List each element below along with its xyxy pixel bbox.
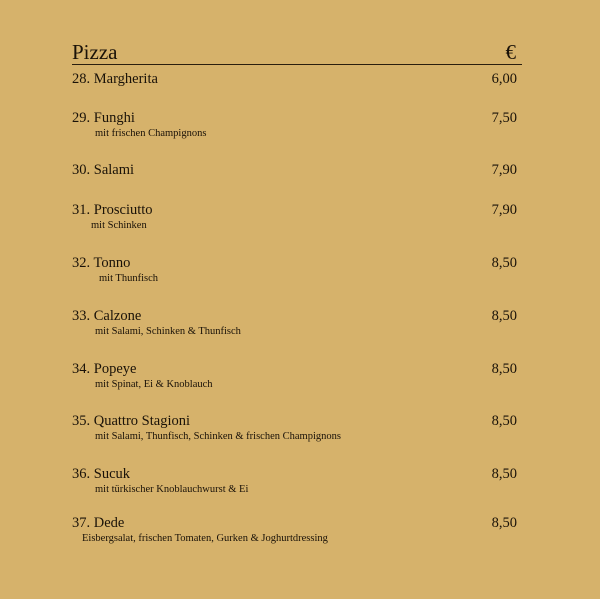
item-description: mit frischen Champignons — [95, 128, 207, 139]
item-name: 32. Tonno — [72, 255, 131, 271]
item-description: mit Spinat, Ei & Knoblauch — [95, 379, 213, 390]
menu-header — [72, 40, 522, 65]
currency-symbol: € — [505, 40, 516, 64]
item-description: mit Thunfisch — [99, 273, 159, 284]
menu-item-sucuk — [72, 465, 517, 496]
item-price: 8,50 — [491, 308, 517, 324]
menu-item-funghi — [72, 109, 517, 140]
menu-item-margherita — [72, 70, 517, 88]
item-price: 8,50 — [491, 361, 517, 377]
menu-title: Pizza — [72, 40, 118, 64]
item-name: 36. Sucuk — [72, 466, 130, 482]
menu-item-salami — [72, 161, 517, 179]
item-name: 29. Funghi — [72, 110, 135, 126]
menu-item-calzone — [72, 307, 517, 338]
item-name: 34. Popeye — [72, 361, 137, 377]
item-price: 8,50 — [491, 413, 517, 429]
item-name: 31. Prosciutto — [72, 202, 153, 218]
item-name: 33. Calzone — [72, 308, 142, 324]
pizza-menu — [72, 40, 522, 544]
menu-item-tonno — [72, 254, 517, 285]
menu-item-popeye — [72, 360, 517, 391]
item-name: 35. Quattro Stagioni — [72, 413, 191, 429]
item-price: 8,50 — [491, 515, 517, 531]
item-name: 28. Margherita — [72, 71, 158, 87]
item-price: 8,50 — [491, 255, 517, 271]
menu-item-quattro-stagioni — [72, 412, 517, 443]
item-description: mit Salami, Thunfisch, Schinken & frischen Champignons — [95, 431, 341, 442]
item-name: 30. Salami — [72, 162, 135, 178]
item-description: Eisbergsalat, frischen Tomaten, Gurken & Joghurtdressing — [82, 533, 328, 544]
menu-item-prosciutto — [72, 201, 517, 232]
item-price: 7,50 — [491, 110, 517, 126]
item-name: 37. Dede — [72, 515, 125, 531]
menu-item-dede — [72, 514, 517, 545]
item-price: 6,00 — [491, 71, 517, 87]
item-description: mit türkischer Knoblauchwurst & Ei — [95, 484, 249, 495]
item-description: mit Schinken — [91, 220, 147, 231]
item-description: mit Salami, Schinken & Thunfisch — [95, 326, 241, 337]
item-price: 7,90 — [491, 202, 517, 218]
item-price: 7,90 — [491, 162, 517, 178]
item-price: 8,50 — [491, 466, 517, 482]
